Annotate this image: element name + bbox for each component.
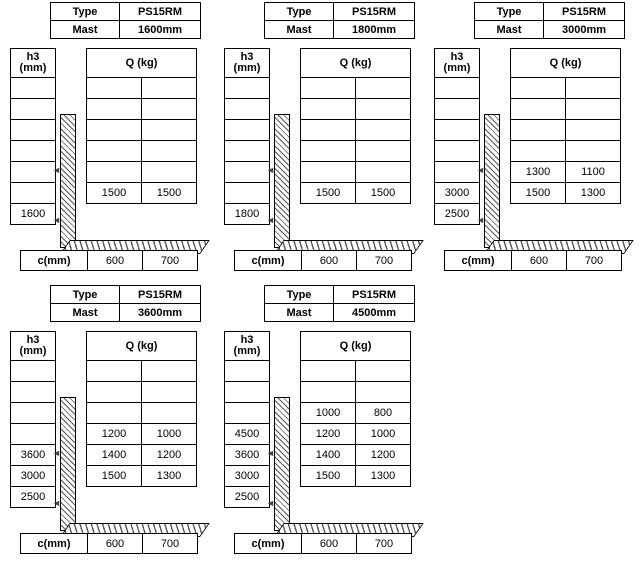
mast-arrow-icon: ◄ bbox=[52, 498, 61, 508]
c-label: c(mm) bbox=[21, 534, 88, 554]
h3-cell: 1800 bbox=[225, 204, 270, 225]
h3-cell bbox=[225, 183, 270, 204]
load-chart-block-1600 bbox=[10, 2, 215, 282]
h3-cell bbox=[435, 141, 480, 162]
q-cell bbox=[87, 120, 142, 141]
q-header: Q (kg) bbox=[87, 332, 197, 361]
h3-cell bbox=[225, 403, 270, 424]
h3-cell bbox=[11, 424, 56, 445]
c-value: 600 bbox=[512, 251, 567, 271]
h3-cell bbox=[11, 141, 56, 162]
q-cell bbox=[301, 120, 356, 141]
mast-label: Mast bbox=[51, 304, 120, 322]
h3-cell bbox=[11, 382, 56, 403]
h3-cell: 3600 bbox=[11, 445, 56, 466]
mast-label: Mast bbox=[51, 21, 120, 39]
h3-cell bbox=[435, 99, 480, 120]
q-cell bbox=[301, 162, 356, 183]
mast-value: 4500mm bbox=[334, 304, 415, 322]
q-cell: 1200 bbox=[87, 424, 142, 445]
chart-area bbox=[10, 331, 215, 526]
h3-cell bbox=[11, 361, 56, 382]
h3-cell bbox=[11, 78, 56, 99]
mast-arrow-icon: ◄ bbox=[52, 215, 61, 225]
mast-arrow-icon: ◄ bbox=[266, 215, 275, 225]
h3-cell bbox=[11, 99, 56, 120]
h3-column bbox=[10, 48, 56, 225]
c-footer-table bbox=[20, 533, 198, 554]
q-cell bbox=[301, 141, 356, 162]
h3-cell bbox=[435, 78, 480, 99]
q-cell bbox=[301, 382, 356, 403]
q-cell bbox=[356, 120, 411, 141]
h3-cell bbox=[11, 183, 56, 204]
h3-cell bbox=[11, 403, 56, 424]
q-cell bbox=[566, 120, 621, 141]
type-label: Type bbox=[51, 3, 120, 21]
q-cell bbox=[511, 99, 566, 120]
mast-arrow-icon: ◄ bbox=[266, 165, 275, 175]
h3-column bbox=[224, 331, 270, 508]
load-chart-block-3600 bbox=[10, 285, 215, 565]
q-cell: 800 bbox=[356, 403, 411, 424]
q-cell bbox=[356, 162, 411, 183]
mast-illustration bbox=[274, 397, 290, 531]
q-cell: 1500 bbox=[511, 183, 566, 204]
q-cell: 1500 bbox=[301, 183, 356, 204]
q-cell: 1000 bbox=[142, 424, 197, 445]
q-cell bbox=[356, 78, 411, 99]
q-cell bbox=[566, 78, 621, 99]
h3-cell: 2500 bbox=[11, 487, 56, 508]
chart-area bbox=[224, 48, 429, 243]
q-cell bbox=[142, 141, 197, 162]
load-chart-block-1800 bbox=[224, 2, 429, 282]
header-table bbox=[264, 285, 415, 322]
c-value: 600 bbox=[88, 251, 143, 271]
mast-label: Mast bbox=[265, 21, 334, 39]
q-cell: 1500 bbox=[87, 466, 142, 487]
mast-illustration bbox=[60, 114, 76, 248]
type-value: PS15RM bbox=[120, 286, 201, 304]
h3-cell bbox=[435, 120, 480, 141]
q-cell: 1300 bbox=[566, 183, 621, 204]
c-label: c(mm) bbox=[235, 534, 302, 554]
q-grid bbox=[86, 331, 197, 487]
type-label: Type bbox=[51, 286, 120, 304]
c-footer-table bbox=[20, 250, 198, 271]
h3-cell: 3000 bbox=[435, 183, 480, 204]
h3-header: h3 (mm) bbox=[225, 332, 270, 361]
q-cell bbox=[142, 99, 197, 120]
q-cell bbox=[87, 78, 142, 99]
h3-cell: 4500 bbox=[225, 424, 270, 445]
q-cell bbox=[142, 78, 197, 99]
h3-cell: 3000 bbox=[11, 466, 56, 487]
c-value: 600 bbox=[302, 534, 357, 554]
type-label: Type bbox=[265, 286, 334, 304]
mast-label: Mast bbox=[475, 21, 544, 39]
c-value: 700 bbox=[357, 251, 412, 271]
q-cell bbox=[142, 403, 197, 424]
q-cell: 1200 bbox=[301, 424, 356, 445]
q-cell bbox=[511, 120, 566, 141]
q-cell bbox=[511, 78, 566, 99]
q-header: Q (kg) bbox=[301, 49, 411, 78]
h3-header: h3 (mm) bbox=[435, 49, 480, 78]
h3-cell bbox=[225, 382, 270, 403]
mast-arrow-icon: ◄ bbox=[476, 215, 485, 225]
h3-header: h3 (mm) bbox=[11, 49, 56, 78]
q-cell bbox=[356, 99, 411, 120]
h3-cell bbox=[225, 99, 270, 120]
mast-label: Mast bbox=[265, 304, 334, 322]
c-value: 700 bbox=[143, 534, 198, 554]
h3-cell bbox=[435, 162, 480, 183]
q-cell bbox=[566, 141, 621, 162]
mast-value: 3600mm bbox=[120, 304, 201, 322]
mast-value: 1600mm bbox=[120, 21, 201, 39]
h3-header: h3 (mm) bbox=[225, 49, 270, 78]
c-footer-table bbox=[234, 533, 412, 554]
q-cell bbox=[301, 78, 356, 99]
type-value: PS15RM bbox=[334, 3, 415, 21]
c-value: 600 bbox=[88, 534, 143, 554]
q-grid bbox=[86, 48, 197, 204]
q-cell bbox=[356, 141, 411, 162]
q-cell bbox=[87, 361, 142, 382]
q-cell: 1500 bbox=[142, 183, 197, 204]
h3-cell bbox=[225, 78, 270, 99]
type-value: PS15RM bbox=[334, 286, 415, 304]
type-label: Type bbox=[265, 3, 334, 21]
h3-cell: 3000 bbox=[225, 466, 270, 487]
c-value: 600 bbox=[302, 251, 357, 271]
q-cell: 1300 bbox=[356, 466, 411, 487]
q-cell: 1000 bbox=[301, 403, 356, 424]
c-label: c(mm) bbox=[21, 251, 88, 271]
h3-column bbox=[224, 48, 270, 225]
q-cell: 1400 bbox=[87, 445, 142, 466]
type-label: Type bbox=[475, 3, 544, 21]
q-cell: 1200 bbox=[356, 445, 411, 466]
mast-illustration bbox=[484, 114, 500, 248]
q-cell bbox=[301, 361, 356, 382]
q-header: Q (kg) bbox=[511, 49, 621, 78]
c-value: 700 bbox=[357, 534, 412, 554]
q-grid bbox=[300, 331, 411, 487]
header-table bbox=[264, 2, 415, 39]
c-value: 700 bbox=[567, 251, 622, 271]
q-grid bbox=[510, 48, 621, 204]
chart-area bbox=[434, 48, 639, 243]
mast-value: 3000mm bbox=[544, 21, 625, 39]
h3-cell: 1600 bbox=[11, 204, 56, 225]
q-cell: 1200 bbox=[142, 445, 197, 466]
q-cell bbox=[142, 120, 197, 141]
chart-area bbox=[224, 331, 429, 526]
q-header: Q (kg) bbox=[301, 332, 411, 361]
q-cell: 1400 bbox=[301, 445, 356, 466]
h3-column bbox=[10, 331, 56, 508]
q-cell bbox=[356, 361, 411, 382]
q-cell bbox=[87, 382, 142, 403]
q-cell bbox=[87, 141, 142, 162]
h3-column bbox=[434, 48, 480, 225]
c-footer-table bbox=[444, 250, 622, 271]
c-label: c(mm) bbox=[445, 251, 512, 271]
q-cell bbox=[142, 162, 197, 183]
chart-area bbox=[10, 48, 215, 243]
q-cell bbox=[142, 361, 197, 382]
q-cell bbox=[87, 403, 142, 424]
q-cell bbox=[356, 382, 411, 403]
h3-cell bbox=[225, 162, 270, 183]
h3-cell bbox=[225, 361, 270, 382]
c-footer-table bbox=[234, 250, 412, 271]
header-table bbox=[50, 2, 201, 39]
h3-cell bbox=[225, 141, 270, 162]
q-cell bbox=[87, 162, 142, 183]
header-table bbox=[50, 285, 201, 322]
q-cell bbox=[142, 382, 197, 403]
q-grid bbox=[300, 48, 411, 204]
q-cell: 1000 bbox=[356, 424, 411, 445]
load-chart-block-4500 bbox=[224, 285, 429, 565]
q-header: Q (kg) bbox=[87, 49, 197, 78]
q-cell: 1500 bbox=[87, 183, 142, 204]
h3-cell bbox=[11, 162, 56, 183]
h3-cell bbox=[225, 120, 270, 141]
mast-illustration bbox=[274, 114, 290, 248]
q-cell: 1300 bbox=[142, 466, 197, 487]
q-cell bbox=[566, 99, 621, 120]
mast-illustration bbox=[60, 397, 76, 531]
h3-cell: 2500 bbox=[435, 204, 480, 225]
q-cell bbox=[87, 99, 142, 120]
header-table bbox=[474, 2, 625, 39]
mast-arrow-icon: ◄ bbox=[266, 448, 275, 458]
type-value: PS15RM bbox=[544, 3, 625, 21]
c-value: 700 bbox=[143, 251, 198, 271]
h3-cell bbox=[11, 120, 56, 141]
mast-arrow-icon: ◄ bbox=[266, 498, 275, 508]
type-value: PS15RM bbox=[120, 3, 201, 21]
load-chart-block-3000 bbox=[434, 2, 639, 282]
mast-arrow-icon: ◄ bbox=[52, 448, 61, 458]
c-label: c(mm) bbox=[235, 251, 302, 271]
h3-header: h3 (mm) bbox=[11, 332, 56, 361]
q-cell: 1500 bbox=[301, 466, 356, 487]
h3-cell: 2500 bbox=[225, 487, 270, 508]
mast-arrow-icon: ◄ bbox=[476, 165, 485, 175]
mast-arrow-icon: ◄ bbox=[52, 165, 61, 175]
q-cell: 1500 bbox=[356, 183, 411, 204]
mast-value: 1800mm bbox=[334, 21, 415, 39]
h3-cell: 3600 bbox=[225, 445, 270, 466]
q-cell bbox=[301, 99, 356, 120]
q-cell: 1100 bbox=[566, 162, 621, 183]
q-cell: 1300 bbox=[511, 162, 566, 183]
q-cell bbox=[511, 141, 566, 162]
